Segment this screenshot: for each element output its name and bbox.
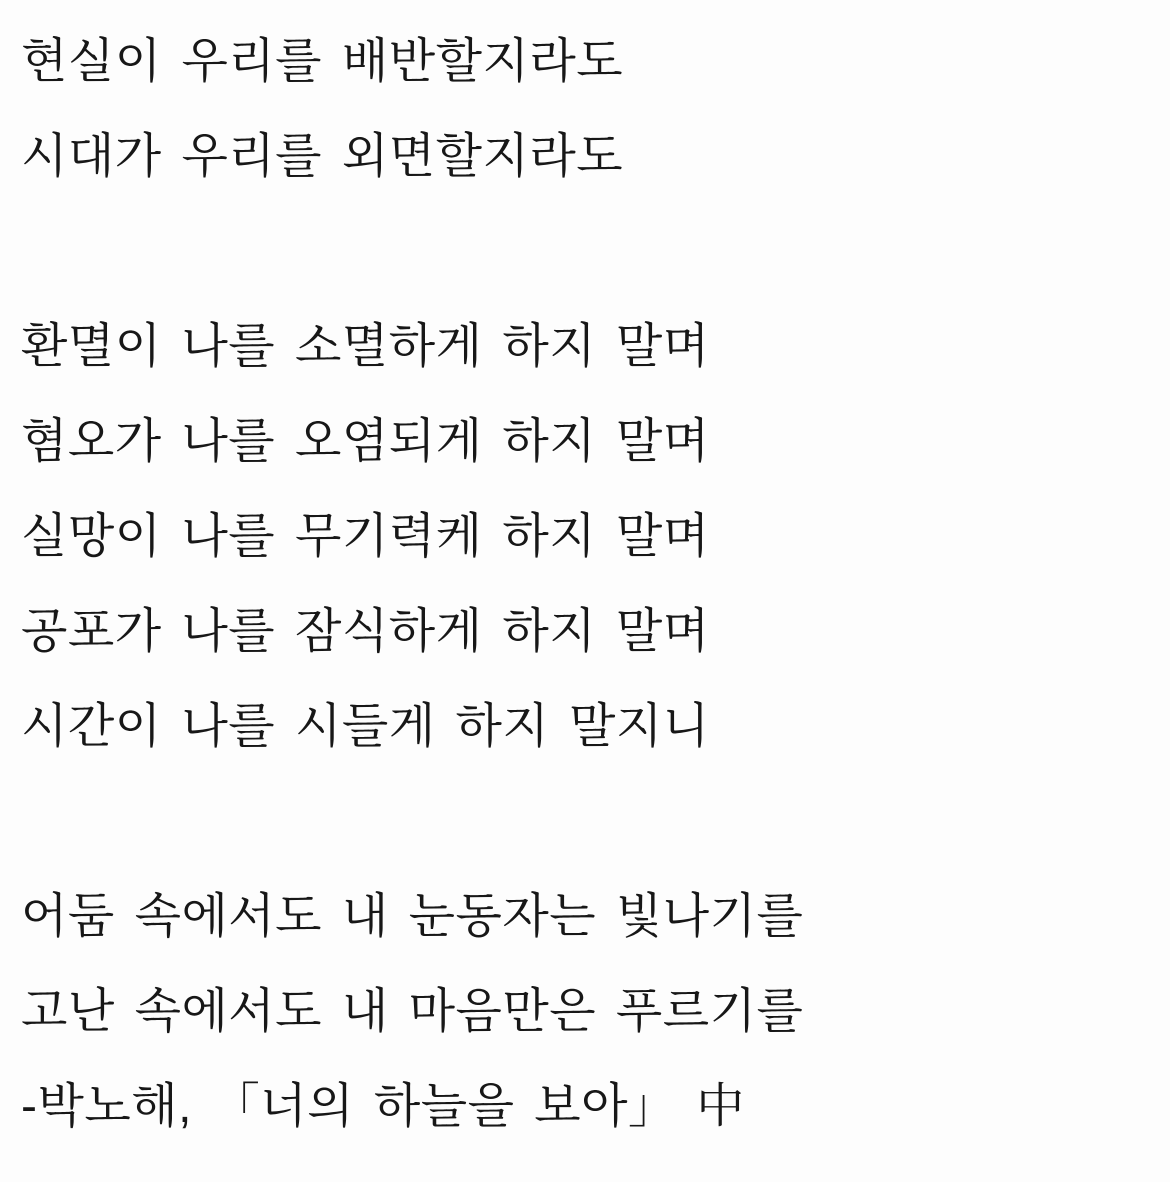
poem-line: 혐오가 나를 오염되게 하지 말며 (21, 415, 710, 468)
poem-stanza-2 (21, 299, 1160, 774)
poem-line: 고난 속에서도 내 마음만은 푸르기를 (21, 985, 804, 1038)
poem-line: 공포가 나를 잠식하게 하지 말며 (21, 605, 710, 658)
poem-line: 시간이 나를 시들게 하지 말지니 (21, 700, 710, 753)
poem-attribution: -박노해, 「너의 하늘을 보아」 中 (21, 1080, 745, 1133)
poem-stanza-3 (21, 869, 1160, 1154)
poem-line: 실망이 나를 무기력케 하지 말며 (21, 510, 710, 563)
poem-line: 현실이 우리를 배반할지라도 (21, 35, 624, 88)
poem-line: 시대가 우리를 외면할지라도 (21, 130, 624, 183)
poem-stanza-1 (21, 14, 1160, 204)
poem-line: 환멸이 나를 소멸하게 하지 말며 (21, 320, 710, 373)
poem-line: 어둠 속에서도 내 눈동자는 빛나기를 (21, 890, 804, 943)
